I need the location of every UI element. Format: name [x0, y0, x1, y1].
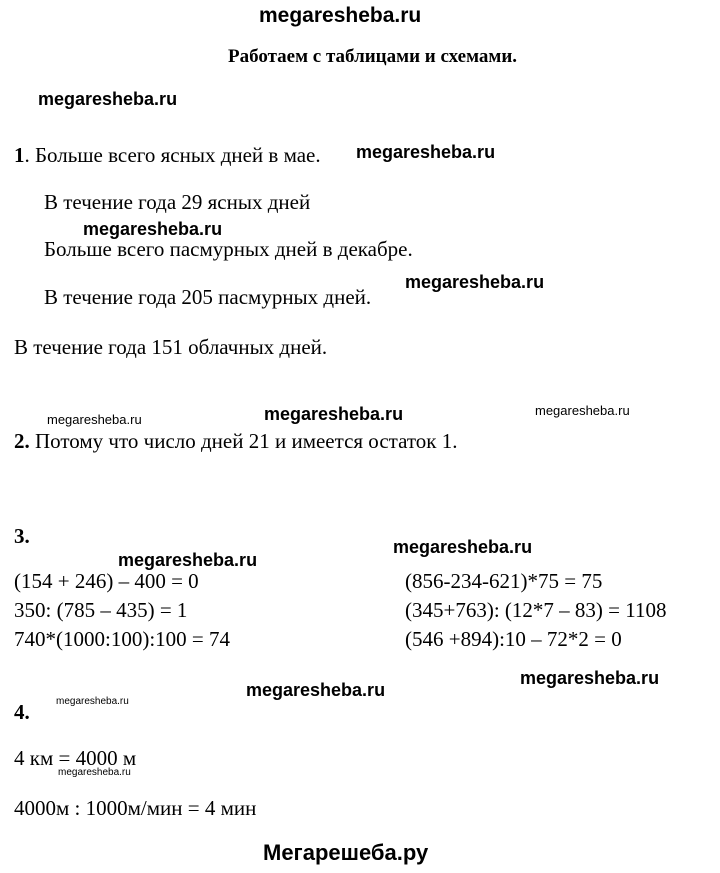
watermark: megaresheba.ru	[56, 696, 129, 707]
task3-right-expr: (345+763): (12*7 – 83) = 1108	[405, 598, 667, 622]
task1-line5: В течение года 151 облачных дней.	[14, 335, 328, 359]
watermark: megaresheba.ru	[47, 412, 142, 427]
task2-text: Потому что число дней 21 и имеется остаток 1.	[29, 429, 458, 453]
task1-line1	[14, 143, 321, 168]
watermark: megaresheba.ru	[356, 142, 496, 162]
watermark: megaresheba.ru	[405, 272, 545, 292]
watermark: megaresheba.ru	[264, 404, 404, 424]
watermark: megaresheba.ru	[246, 680, 386, 700]
task1-text: . Больше всего ясных дней в мае.	[24, 143, 321, 167]
watermark: megaresheba.ru	[58, 767, 131, 778]
task4-line2: 4000м : 1000м/мин = 4 мин	[14, 796, 257, 820]
task3-number: 3.	[14, 524, 30, 548]
task2-line	[14, 429, 457, 454]
watermark: megaresheba.ru	[83, 219, 223, 239]
task3-left-expr: (154 + 246) – 400 = 0	[14, 569, 199, 593]
task4-line1: 4 км = 4000 м	[14, 746, 137, 770]
task3-right-expr: (546 +894):10 – 72*2 = 0	[405, 627, 622, 651]
watermark: megaresheba.ru	[520, 668, 660, 688]
watermark: megaresheba.ru	[393, 537, 533, 557]
watermark: megaresheba.ru	[38, 89, 178, 109]
page-heading: Работаем с таблицами и схемами.	[228, 46, 518, 67]
watermark: megaresheba.ru	[118, 550, 258, 570]
task1-line4: В течение года 205 пасмурных дней.	[44, 285, 372, 309]
watermark-footer: Мегарешеба.ру	[263, 840, 429, 865]
task3-left-expr: 350: (785 – 435) = 1	[14, 598, 188, 622]
task1-line3: Больше всего пасмурных дней в декабре.	[44, 237, 413, 261]
task4-number: 4.	[14, 700, 30, 724]
task3-right-expr: (856-234-621)*75 = 75	[405, 569, 603, 593]
task1-line2: В течение года 29 ясных дней	[44, 190, 311, 214]
task1-number: 1	[14, 143, 25, 167]
task2-number: 2.	[14, 429, 30, 453]
task3-left-expr: 740*(1000:100):100 = 74	[14, 627, 230, 651]
watermark: megaresheba.ru	[535, 403, 630, 418]
watermark-top: megaresheba.ru	[259, 4, 422, 27]
